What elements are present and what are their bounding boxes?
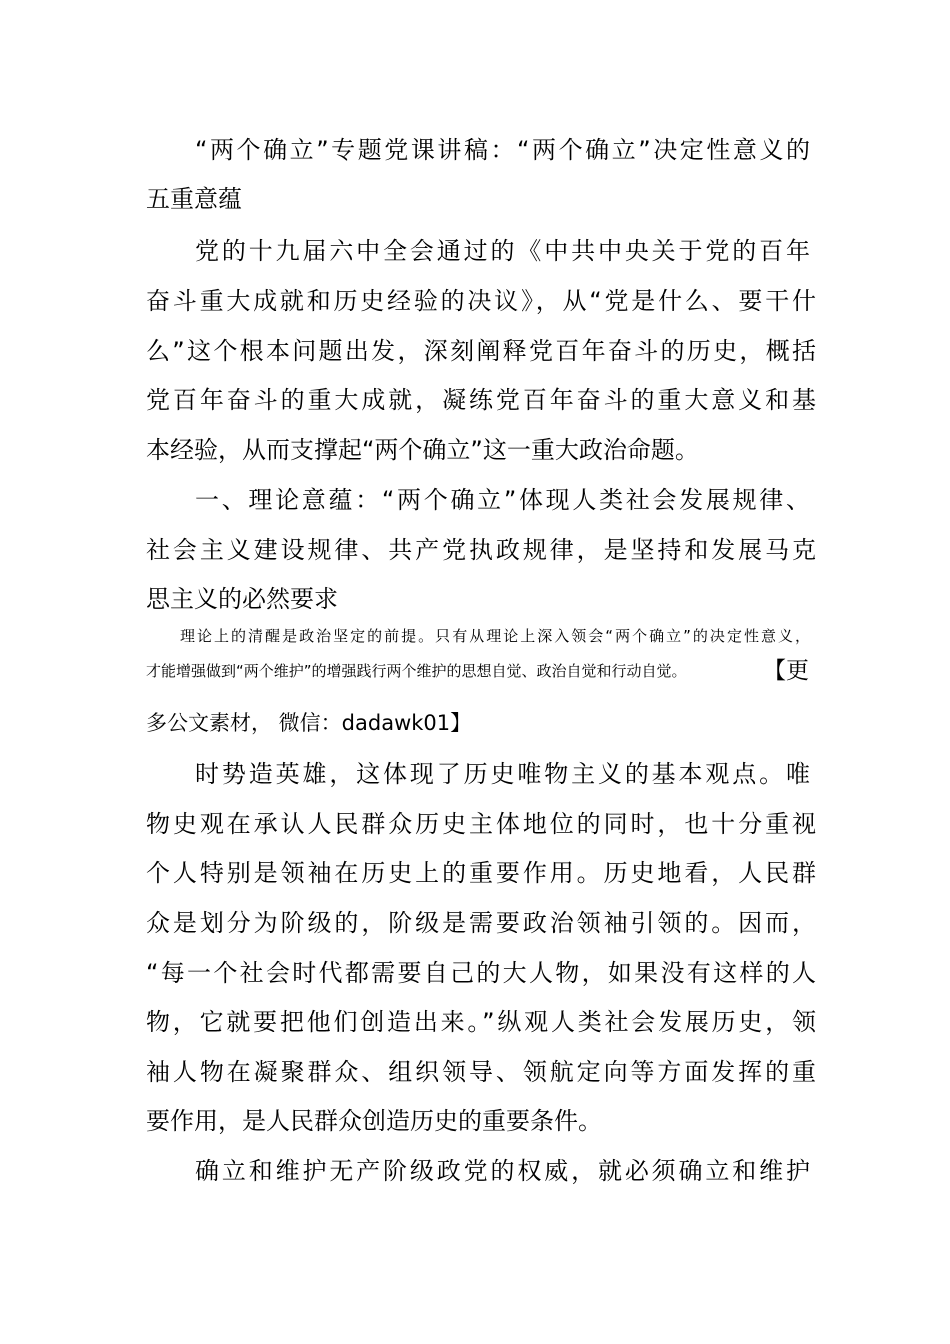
para3-line-1: 确立和维护无产阶级政党的权威，就必须确立和维护 [195, 1157, 810, 1185]
para2-line-2: 物史观在承认人民群众历史主体地位的同时，也十分重视 [146, 810, 816, 838]
para2-line-5: “每一个社会时代都需要自己的大人物，如果没有这样的人 [146, 959, 816, 987]
para2-line-4: 众是划分为阶级的，阶级是需要政治领袖引领的。因而， [146, 909, 816, 937]
para2-line-6: 物，它就要把他们创造出来。”纵观人类社会发展历史，领 [146, 1008, 816, 1036]
para2-line-3: 个人特别是领袖在历史上的重要作用。历史地看，人民群 [146, 859, 816, 887]
document-title-line-2: 五重意蕴 [146, 185, 242, 213]
intro-line-5: 本经验，从而支撑起“两个确立”这一重大政治命题。 [146, 436, 699, 464]
small-para-line-2: 才能增强做到“两个维护”的增强践行两个维护的思想自觉、政治自觉和行动自觉。 [146, 662, 687, 680]
para2-line-7: 袖人物在凝聚群众、组织领导、领航定向等方面发挥的重 [146, 1058, 816, 1086]
intro-line-2: 奋斗重大成就和历史经验的决议》，从“党是什么、要干什 [146, 287, 816, 315]
section1-heading-line-2: 社会主义建设规律、共产党执政规律，是坚持和发展马克 [146, 536, 816, 564]
section1-heading-line-1: 一、理论意蕴：“两个确立”体现人类社会发展规律、 [195, 486, 810, 514]
intro-line-4: 党百年奋斗的重大成就，凝练党百年奋斗的重大意义和基 [146, 386, 816, 414]
promo-text-part-2: 多公文素材， 微信：dadawk01】 [146, 711, 472, 735]
para2-line-1: 时势造英雄，这体现了历史唯物主义的基本观点。唯 [195, 760, 810, 788]
small-para-line-1: 理论上的清醒是政治坚定的前提。只有从理论上深入领会“两个确立”的决定性意义， [180, 627, 810, 645]
intro-line-1: 党的十九届六中全会通过的《中共中央关于党的百年 [195, 237, 810, 265]
para2-line-8: 要作用，是人民群众创造历史的重要条件。 [146, 1107, 602, 1135]
intro-line-3: 么”这个根本问题出发，深刻阐释党百年奋斗的历史，概括 [146, 337, 816, 365]
section1-heading-line-3: 思主义的必然要求 [146, 585, 338, 613]
document-title-line-1: “两个确立”专题党课讲稿：“两个确立”决定性意义的 [195, 136, 810, 164]
promo-text-part-1: 【更 [763, 658, 809, 684]
